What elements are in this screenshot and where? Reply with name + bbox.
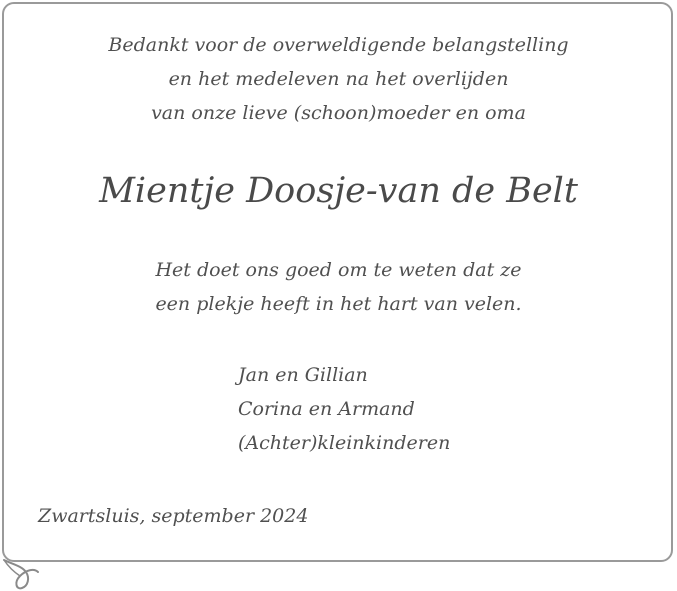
signer-2: Corina en Armand xyxy=(238,398,415,420)
intro-line-1: Bedankt voor de overweldigende belangstelling xyxy=(108,34,569,56)
quote-line-1: Het doet ons goed om te weten dat ze xyxy=(155,259,522,281)
quote-line-2: een plekje heeft in het hart van velen. xyxy=(155,293,522,315)
ribbon-icon xyxy=(0,558,40,591)
intro-line-3: van onze lieve (schoon)moeder en oma xyxy=(151,102,526,124)
intro-line-2: en het medeleven na het overlijden xyxy=(168,68,509,90)
deceased-name: Mientje Doosje-van de Belt xyxy=(99,171,578,211)
quote-text xyxy=(0,253,677,321)
intro-text xyxy=(0,28,677,130)
signer-1: Jan en Gillian xyxy=(238,364,368,386)
signer-3: (Achter)kleinkinderen xyxy=(238,432,451,454)
place-date: Zwartsluis, september 2024 xyxy=(38,505,309,527)
signers-list xyxy=(238,358,450,460)
